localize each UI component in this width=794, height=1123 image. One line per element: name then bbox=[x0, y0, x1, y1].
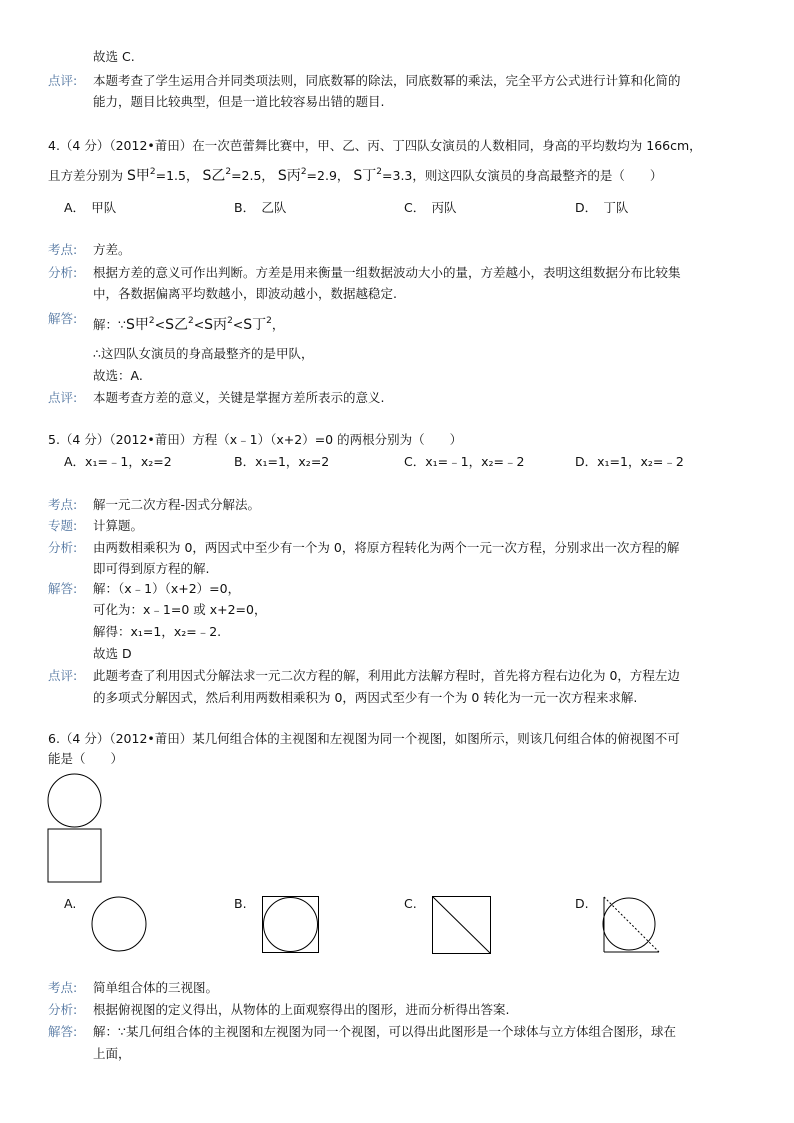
q4-option-c: C． 丙队 bbox=[404, 200, 457, 215]
q5-fenxi-tag: 分析: bbox=[48, 540, 78, 555]
q4-fenxi-2: 中，各数据偏离平均数越小，即波动越小，数据越稳定. bbox=[93, 286, 397, 301]
q4-dianping-tag: 点评: bbox=[48, 390, 78, 405]
q5-option-a: A．x₁=﹣1，x₂=2 bbox=[64, 454, 172, 469]
q5-zhuanti-tag: 专题: bbox=[48, 518, 78, 533]
q6-option-a-figure bbox=[91, 896, 151, 956]
q4-fenxi-1: 根据方差的意义可作出判断。方差是用来衡量一组数据波动大小的量，方差越小，表明这组数据分布比较集 bbox=[93, 265, 681, 280]
q6-kaodian-tag: 考点: bbox=[48, 980, 78, 995]
q6-stem-1: 6.（4 分）（2012•莆田）某几何组合体的主视图和左视图为同一个视图，如图所示，则该几何组合体的俯视图不可 bbox=[48, 731, 680, 746]
q5-kaodian-tag: 考点: bbox=[48, 497, 78, 512]
q5-jieda-2: 可化为：x﹣1=0 或 x+2=0， bbox=[93, 602, 267, 617]
q4-fenxi-tag: 分析: bbox=[48, 265, 78, 280]
q6-main-view-circle bbox=[48, 774, 101, 827]
q5-jieda-4: 故选 D bbox=[93, 646, 132, 661]
q5-fenxi-2: 即可得到原方程的解. bbox=[93, 561, 210, 576]
q6-option-b-figure bbox=[262, 896, 322, 956]
comment-line-2: 能力，题目比较典型，但是一道比较容易出错的题目. bbox=[93, 94, 385, 109]
q6-main-view-square bbox=[48, 829, 101, 882]
q4-dianping: 本题考查方差的意义，关键是掌握方差所表示的意义. bbox=[93, 390, 385, 405]
q6-option-d-label: D. bbox=[575, 896, 589, 911]
q6-fenxi: 根据俯视图的定义得出，从物体的上面观察得出的图形，进而分析得出答案. bbox=[93, 1002, 510, 1017]
q5-option-d: D．x₁=1，x₂=﹣2 bbox=[575, 454, 684, 469]
q4-jieda-tag: 解答: bbox=[48, 311, 78, 326]
q4-jieda-inequality: 解：∵S甲$^2$<S乙$^2$<S丙$^2$<S丁$^2$， bbox=[93, 316, 285, 333]
comment-tag: 点评: bbox=[48, 73, 78, 88]
q6-jieda-2: 上面， bbox=[93, 1046, 131, 1061]
q4-option-d: D． 丁队 bbox=[575, 200, 629, 215]
comment-line-1: 本题考查了学生运用合并同类项法则，同底数幂的除法，同底数幂的乘法，完全平方公式进行计算和化简的 bbox=[93, 73, 681, 88]
q5-option-b: B．x₁=1，x₂=2 bbox=[234, 454, 330, 469]
q5-dianping-1: 此题考查了利用因式分解法求一元二次方程的解，利用此方法解方程时，首先将方程右边化为 0，方程左边 bbox=[93, 668, 680, 683]
q6-jieda-tag: 解答: bbox=[48, 1024, 78, 1039]
q6-option-c-label: C. bbox=[404, 896, 417, 911]
q4-jieda-2: ∴这四队女演员的身高最整齐的是甲队， bbox=[93, 346, 314, 361]
q5-stem: 5.（4 分）（2012•莆田）方程（x﹣1）（x+2）=0 的两根分别为（ ） bbox=[48, 432, 463, 447]
answer-line: 故选 C. bbox=[93, 49, 135, 64]
q5-jieda-1: 解：（x﹣1）（x+2）=0， bbox=[93, 581, 241, 596]
q4-option-a: A． 甲队 bbox=[64, 200, 117, 215]
q4-kaodian: 方差。 bbox=[93, 242, 131, 257]
q5-zhuanti: 计算题。 bbox=[93, 518, 144, 533]
q4-option-b: B． 乙队 bbox=[234, 200, 287, 215]
q6-option-a-label: A. bbox=[64, 896, 77, 911]
q5-jieda-tag: 解答: bbox=[48, 581, 78, 596]
q6-option-c-figure bbox=[432, 896, 492, 956]
q5-kaodian: 解一元二次方程-因式分解法。 bbox=[93, 497, 261, 512]
q6-stem-2: 能是（ ） bbox=[48, 751, 124, 766]
q6-fenxi-tag: 分析: bbox=[48, 1002, 78, 1017]
q4-kaodian-tag: 考点: bbox=[48, 242, 78, 257]
q6-kaodian: 简单组合体的三视图。 bbox=[93, 980, 219, 995]
q4-stem-1: 4.（4 分）（2012•莆田）在一次芭蕾舞比赛中，甲、乙、丙、丁四队女演员的人数相同，身高的平均数均为 166cm， bbox=[48, 138, 702, 153]
q5-jieda-3: 解得：x₁=1，x₂=﹣2. bbox=[93, 624, 222, 639]
q5-dianping-2: 的多项式分解因式，然后利用两数相乘积为 0，两因式至少有一个为 0 转化为一元一次方程来求解. bbox=[93, 690, 638, 705]
q4-jieda-3: 故选：A. bbox=[93, 368, 143, 383]
q5-fenxi-1: 由两数相乘积为 0，两因式中至少有一个为 0，将原方程转化为两个一元一次方程，分别求出一次方程的解 bbox=[93, 540, 680, 555]
q6-main-view-figure bbox=[47, 773, 107, 885]
q6-option-b-label: B. bbox=[234, 896, 247, 911]
q4-stem-2: 且方差分别为 S甲$^2$=1.5， S乙$^2$=2.5， S丙$^2$=2.9， S丁$^2$=3.3，则这四队女演员的身高最整齐的是（ ） bbox=[48, 167, 663, 184]
q5-option-c: C．x₁=﹣1，x₂=﹣2 bbox=[404, 454, 525, 469]
q6-option-d-figure bbox=[602, 896, 662, 956]
q5-dianping-tag: 点评: bbox=[48, 668, 78, 683]
q6-jieda-1: 解：∵某几何组合体的主视图和左视图为同一个视图，可以得出此图形是一个球体与立方体组合图形，球在 bbox=[93, 1024, 676, 1039]
